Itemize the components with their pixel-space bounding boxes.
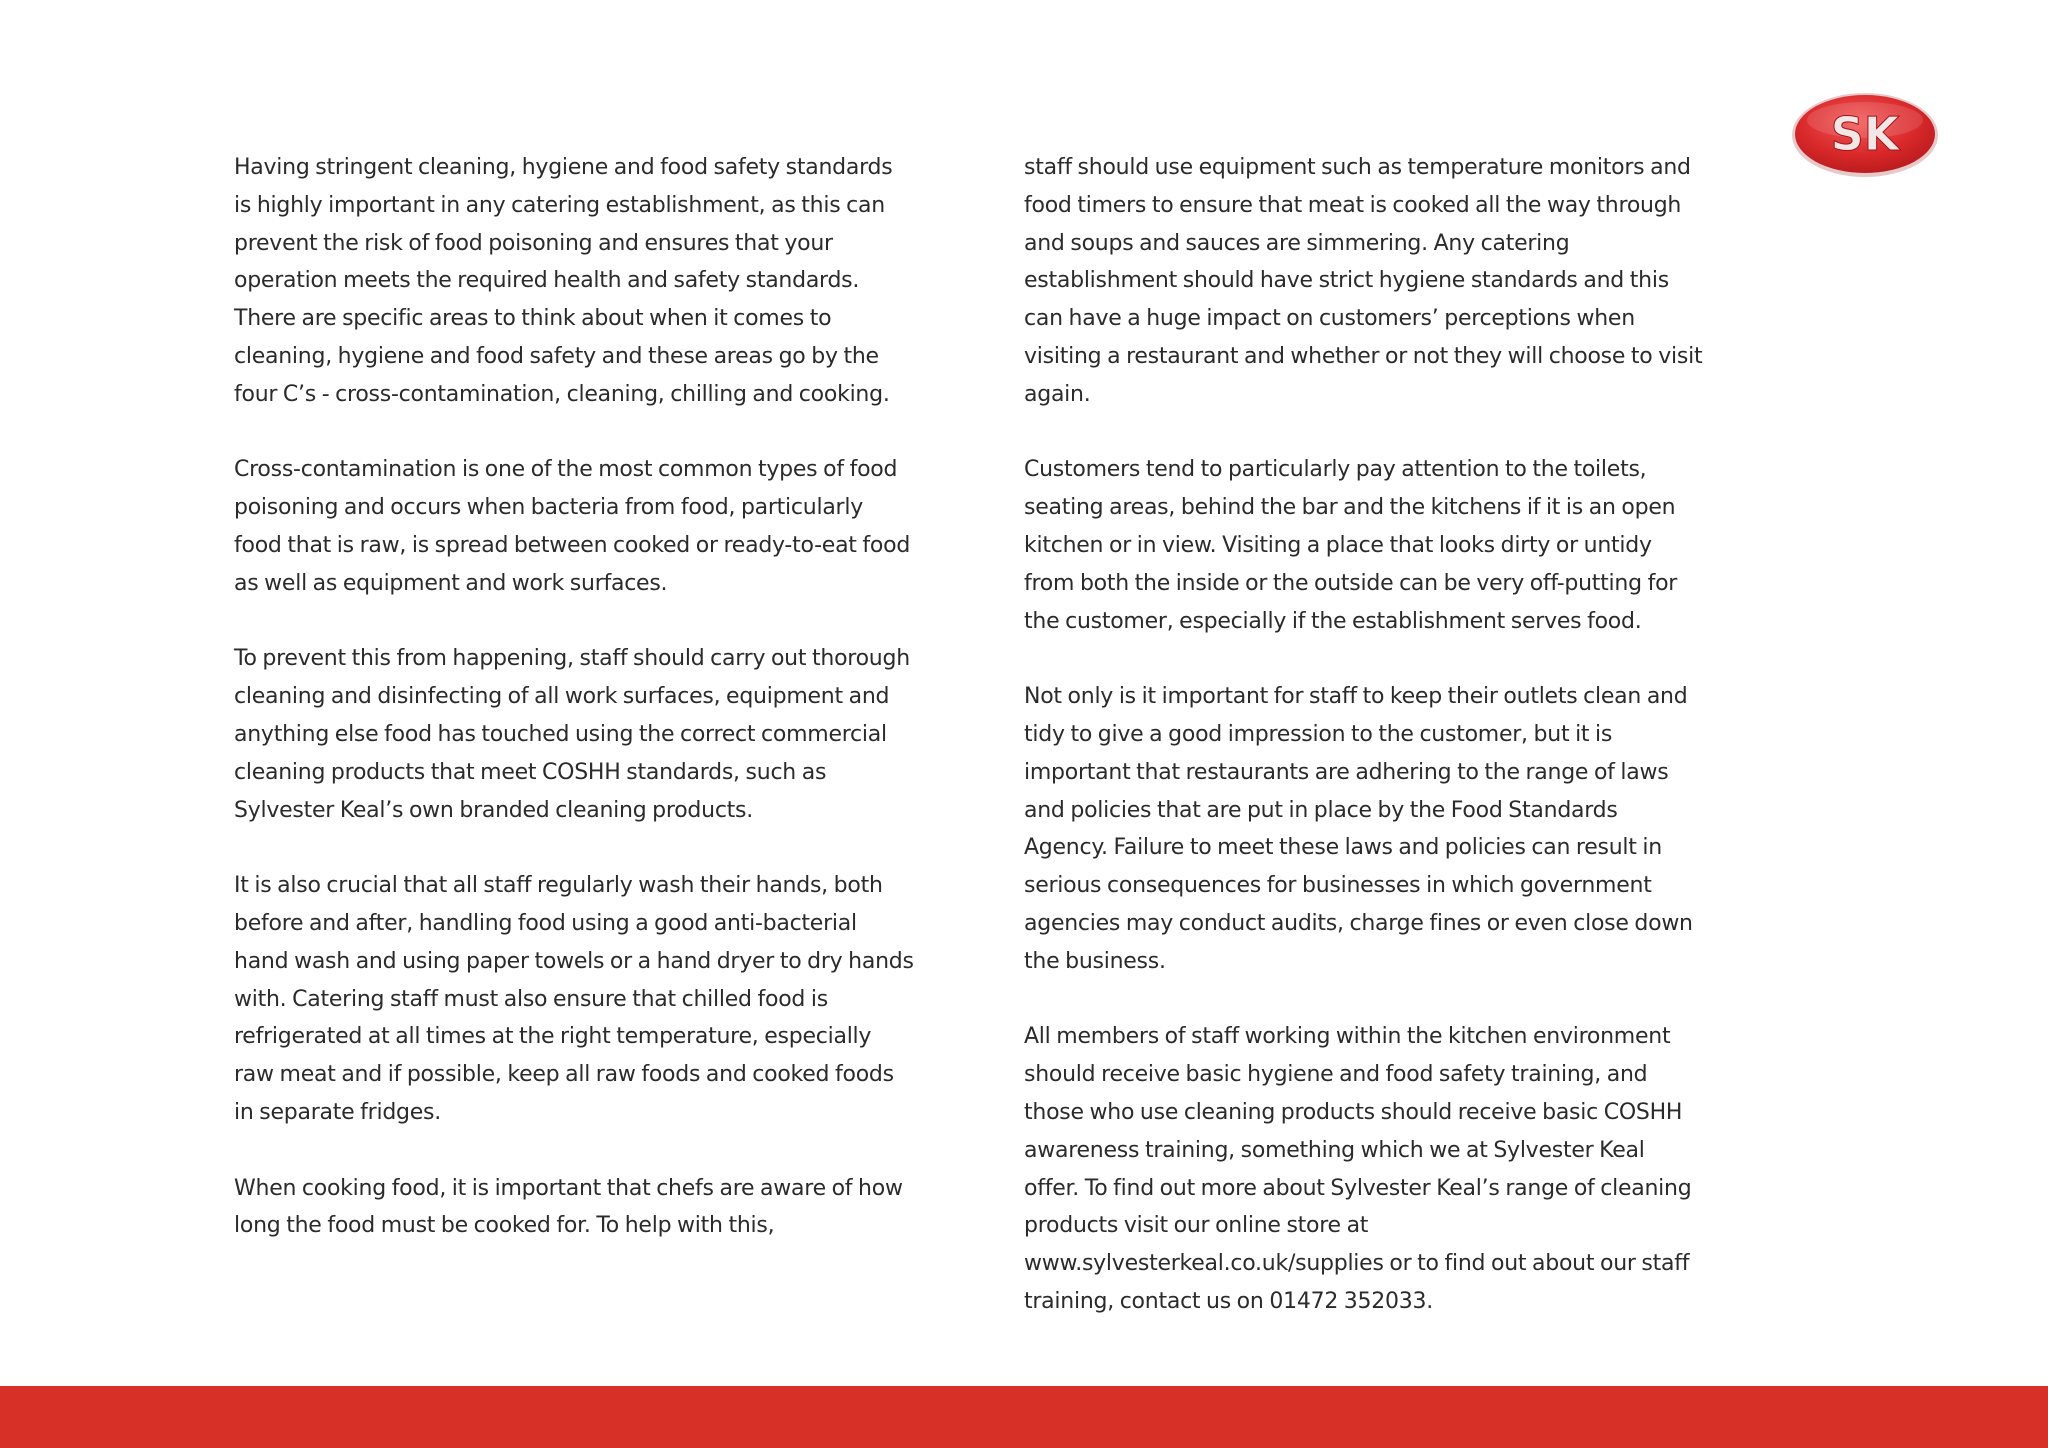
paragraph: When cooking food, it is important that chefs are aware of how long the food must be cooked for. To help with this, bbox=[234, 1175, 903, 1239]
right-text-column bbox=[1024, 149, 1704, 1321]
paragraph: Not only is it important for staff to keep their outlets clean and tidy to give a good impression to the customer, but it is important that restaurants are adhering to the range of laws and policies that are put in place by the Food Standards Agency. Failure to meet these laws and policies can result in serious consequences for businesses in which government agencies may conduct audits, charge fines or even close down the business. bbox=[1024, 684, 1693, 974]
paragraph: It is also crucial that all staff regularly wash their hands, both before and after, handling food using a good anti-bacterial hand wash and using paper towels or a hand dryer to dry hands with. Catering staff must also ensure that chilled food is refrigerated at all times at the right temperature, especially raw meat and if possible, keep all raw foods and cooked foods in separate fridges. bbox=[234, 873, 914, 1125]
paragraph: All members of staff working within the kitchen environment should receive basic hygiene and food safety training, and those who use cleaning products should receive basic COSHH awareness training, something which we at Sylvester Keal offer. To find out more about Sylvester Keal’s range of cleaning products visit our online store at www.sylvesterkeal.co.uk/supplies or to find out about our staff training, contact us on 01472 352033. bbox=[1024, 1024, 1692, 1314]
logo-text: SK bbox=[1830, 107, 1900, 161]
left-text-column bbox=[234, 149, 914, 1245]
paragraph: Customers tend to particularly pay attention to the toilets, seating areas, behind the bar and the kitchens if it is an open kitchen or in view. Visiting a place that looks dirty or untidy from both the inside or the outside can be very off-putting for the customer, especially if the establishment serves food. bbox=[1024, 457, 1678, 634]
footer-bar bbox=[0, 1386, 2048, 1448]
paragraph: Having stringent cleaning, hygiene and food safety standards is highly important in any catering establishment, as this can prevent the risk of food poisoning and ensures that your operation meets the required health and safety standards. There are specific areas to think about when it comes to cleaning, hygiene and food safety and these areas go by the four C’s - cross-contamination, cleaning, chilling and cooking. bbox=[234, 155, 893, 407]
paragraph: staff should use equipment such as temperature monitors and food timers to ensure that meat is cooked all the way through and soups and sauces are simmering. Any catering establishment should have strict hygiene standards and this can have a huge impact on customers’ perceptions when visiting a restaurant and whether or not they will choose to visit again. bbox=[1024, 155, 1703, 407]
sk-logo bbox=[1790, 90, 1940, 180]
paragraph: To prevent this from happening, staff should carry out thorough cleaning and disinfecting of all work surfaces, equipment and anything else food has touched using the correct commercial cleaning products that meet COSHH standards, such as Sylvester Keal’s own branded cleaning products. bbox=[234, 646, 910, 823]
paragraph: Cross-contamination is one of the most common types of food poisoning and occurs when bacteria from food, particularly food that is raw, is spread between cooked or ready-to-eat food as well as equipment and work surfaces. bbox=[234, 457, 911, 596]
